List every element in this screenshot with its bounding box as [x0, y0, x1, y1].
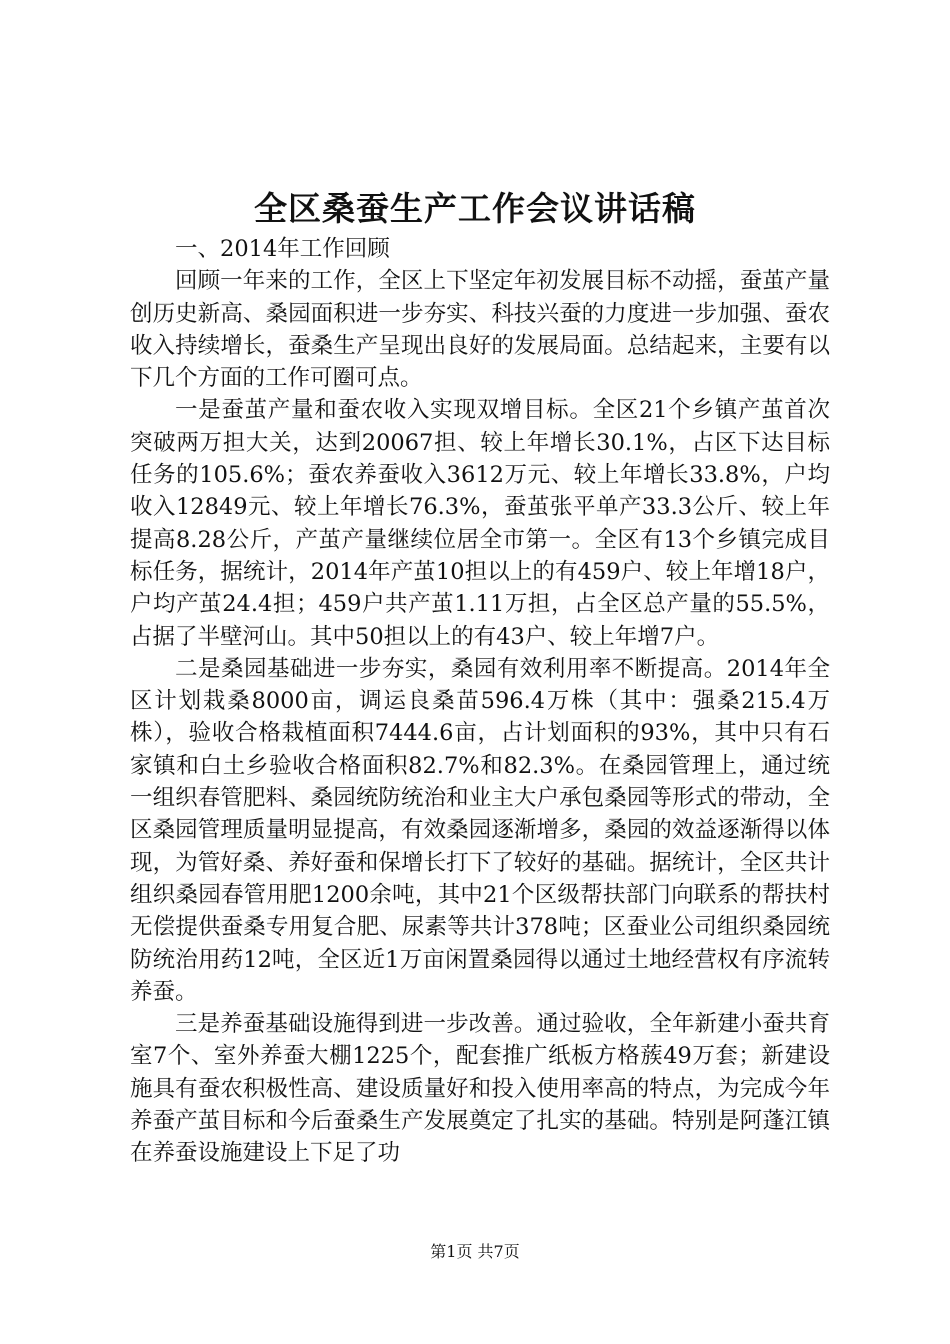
paragraph-mulberry-garden: 二是桑园基础进一步夯实，桑园有效利用率不断提高。2014年全区计划栽桑8000亩，调运良桑苗596.4万株（其中：强桑215.4万株），验收合格栽植面积7444.6亩，占计划面积的93%，其中只有石家镇和白土乡验收合格面积82.7%和82.3%。在桑园管理上，通过统一组织春管肥料、桑园统防统治和业主大户承包桑园等形式的带动，全区桑园管理质量明显提高，有效桑园逐渐增多，桑园的效益逐渐得以体现，为管好桑、养好蚕和保增长打下了较好的基础。据统计，全区共计组织桑园春管用肥1200余吨，其中21个区级帮扶部门向联系的帮扶村无偿提供蚕桑专用复合肥、尿素等共计378吨；区蚕业公司组织桑园统防统治用药12吨，全区近1万亩闲置桑园得以通过土地经营权有序流转养蚕。 — [130, 655, 830, 1005]
document-body — [130, 233, 830, 1170]
paragraph-review: 回顾一年来的工作，全区上下坚定年初发展目标不动摇，蚕茧产量创历史新高、桑园面积进一步夯实、科技兴蚕的力度进一步加强、蚕农收入持续增长，蚕桑生产呈现出良好的发展局面。总结起来，主要有以下几个方面的工作可圈可点。 — [130, 268, 830, 392]
document-title: 全区桑蚕生产工作会议讲话稿 — [254, 189, 696, 228]
section-heading: 一、2014年工作回顾 — [175, 236, 390, 262]
paragraph-cocoon-output: 一是蚕茧产量和蚕农收入实现双增目标。全区21个乡镇产茧首次突破两万担大关，达到20067担、较上年增长30.1%，占区下达目标任务的105.6%；蚕农养蚕收入3612万元、较上年增长33.8%，户均收入12849元、较上年增长76.3%，蚕茧张平单产33.3公斤、较上年提高8.28公斤，产茧产量继续位居全市第一。全区有13个乡镇完成目标任务，据统计，2014年产茧10担以上的有459户、较上年增18户，户均产茧24.4担；459户共产茧1.11万担，占全区总产量的55.5%，占据了半壁河山。其中50担以上的有43户、较上年增7户。 — [130, 397, 830, 650]
page-footer: 第1页 共7页 — [430, 1242, 520, 1261]
paragraph-facilities: 三是养蚕基础设施得到进一步改善。通过验收，全年新建小蚕共育室7个、室外养蚕大棚1225个，配套推广纸板方格蔟49万套；新建设施具有蚕农积极性高、建设质量好和投入使用率高的特点，为完成今年养蚕产茧目标和今后蚕桑生产发展奠定了扎实的基础。特别是阿蓬江镇在养蚕设施建设上下足了功 — [130, 1011, 830, 1167]
